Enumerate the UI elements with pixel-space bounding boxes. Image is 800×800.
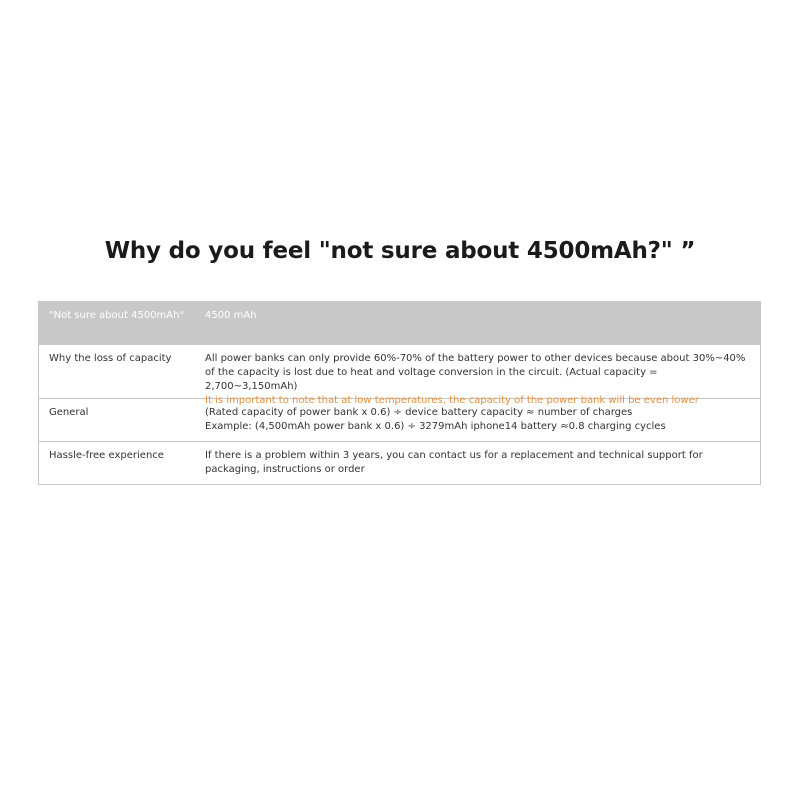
header-cell-left: "Not sure about 4500mAh": [49, 310, 185, 321]
row-label-general: General: [49, 407, 89, 418]
capacity-loss-text: All power banks can only provide 60%-70% of the battery power to other devices because about 30%~40% of the capacity is lost due to heat and voltage conversion in the circuit. (Actual capacity = 2,700~3,150mAh): [205, 353, 746, 392]
comparison-table: [38, 301, 761, 485]
page-title: Why do you feel "not sure about 4500mAh?" ”: [104, 238, 696, 264]
example-line: Example: (4,500mAh power bank x 0.6) ÷ 3279mAh iphone14 battery ≈0.8 charging cycles: [205, 421, 666, 432]
formula-line: (Rated capacity of power bank x 0.6) ÷ device battery capacity ≈ number of charges: [205, 407, 633, 418]
row-label-capacity-loss: Why the loss of capacity: [49, 353, 172, 364]
row-content-hassle-free: If there is a problem within 3 years, you can contact us for a replacement and technical support for packaging, instructions or order: [205, 450, 703, 475]
table-row: [39, 399, 760, 442]
row-label-hassle-free: Hassle-free experience: [49, 450, 164, 461]
table-row: [39, 345, 760, 406]
row-content-general: [205, 399, 760, 441]
table-row: [39, 442, 760, 484]
low-temperature-note: It is important to note that at low temperatures, the capacity of the power bank will be even lower: [205, 395, 699, 406]
row-content-capacity-loss: [205, 345, 760, 406]
header-cell-right: 4500 mAh: [205, 310, 257, 321]
table-header-row: [39, 302, 760, 345]
